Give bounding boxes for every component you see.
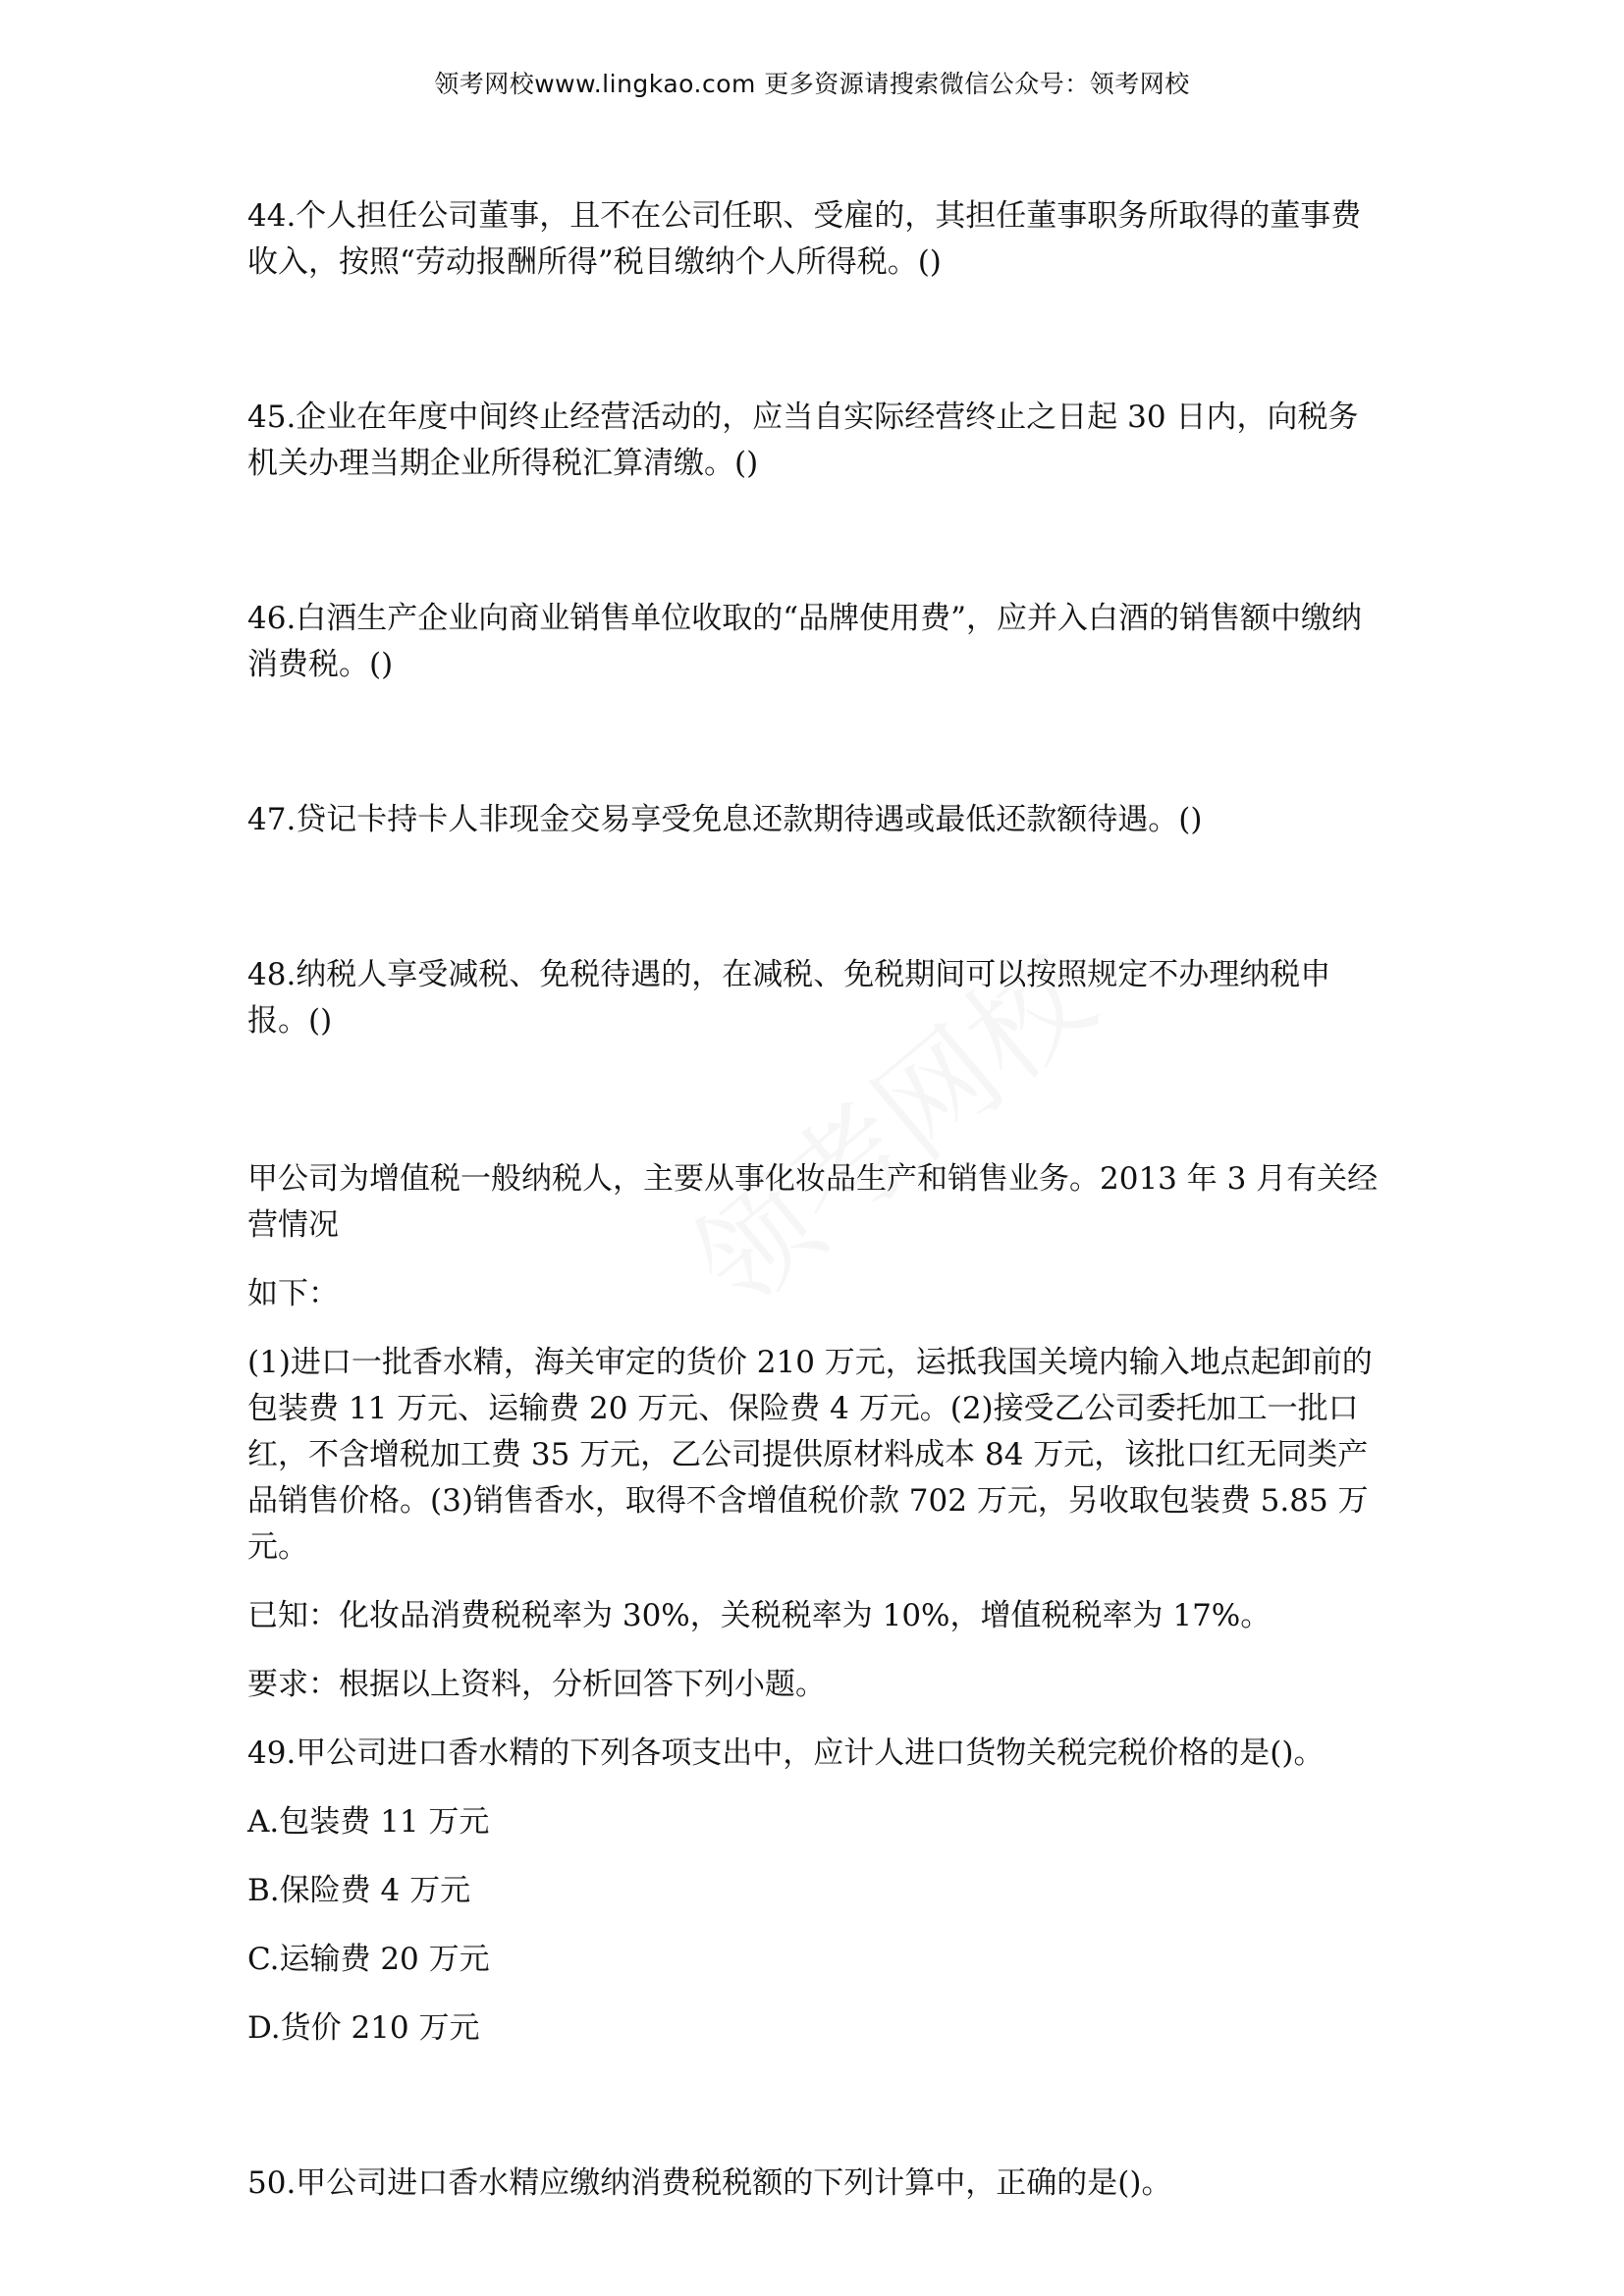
question-49-option-d: D.货价 210 万元 [247, 2010, 480, 2046]
question-49-option-a: A.包装费 11 万元 [247, 1804, 490, 1840]
question-49-option-c: C.运输费 20 万元 [247, 1942, 490, 1977]
question-47: 47.贷记卡持卡人非现金交易享受免息还款期待遇或最低还款额待遇。() [247, 802, 1203, 837]
case-requirement: 要求：根据以上资料，分析回答下列小题。 [247, 1667, 826, 1702]
question-48: 48.纳税人享受减税、免税待遇的，在减税、免税期间可以按照规定不办理纳税申报。() [247, 957, 1331, 1039]
question-49-option-b: B.保险费 4 万元 [247, 1873, 471, 1908]
case-intro-continued: 如下： [247, 1276, 339, 1311]
question-50-stem: 50.甲公司进口香水精应缴纳消费税税额的下列计算中，正确的是()。 [247, 2165, 1172, 2201]
case-details: (1)进口一批香水精，海关审定的货价 210 万元，运抵我国关境内输入地点起卸前的包装费 11 万元、运输费 20 万元、保险费 4 万元。(2)接受乙公司委托加工一批口红，不含增税加工费 35 万元，乙公司提供原材料成本 84 万元，该批口红无同类产品销售价格。(3)销售香水，取得不含增值税价款 702 万元，另收取包装费 5.85 万元。 [247, 1345, 1373, 1565]
page-header: 领考网校www.lingkao.com 更多资源请搜索微信公众号：领考网校 [434, 70, 1190, 98]
document-body [247, 193, 1386, 2207]
case-known-rates: 已知：化妆品消费税税率为 30%，关税税率为 10%，增值税税率为 17%。 [247, 1598, 1272, 1633]
question-44: 44.个人担任公司董事，且不在公司任职、受雇的，其担任董事职务所取得的董事费收入，按照“劳动报酬所得”税目缴纳个人所得税。() [247, 198, 1362, 280]
question-46: 46.白酒生产企业向商业销售单位收取的“品牌使用费”，应并入白酒的销售额中缴纳消费税。() [247, 601, 1362, 682]
question-45: 45.企业在年度中间终止经营活动的，应当自实际经营终止之日起 30 日内，向税务机关办理当期企业所得税汇算清缴。() [247, 400, 1359, 481]
case-intro: 甲公司为增值税一般纳税人，主要从事化妆品生产和销售业务。2013 年 3 月有关经营情况 [247, 1161, 1379, 1243]
question-49-stem: 49.甲公司进口香水精的下列各项支出中，应计人进口货物关税完税价格的是()。 [247, 1735, 1325, 1771]
